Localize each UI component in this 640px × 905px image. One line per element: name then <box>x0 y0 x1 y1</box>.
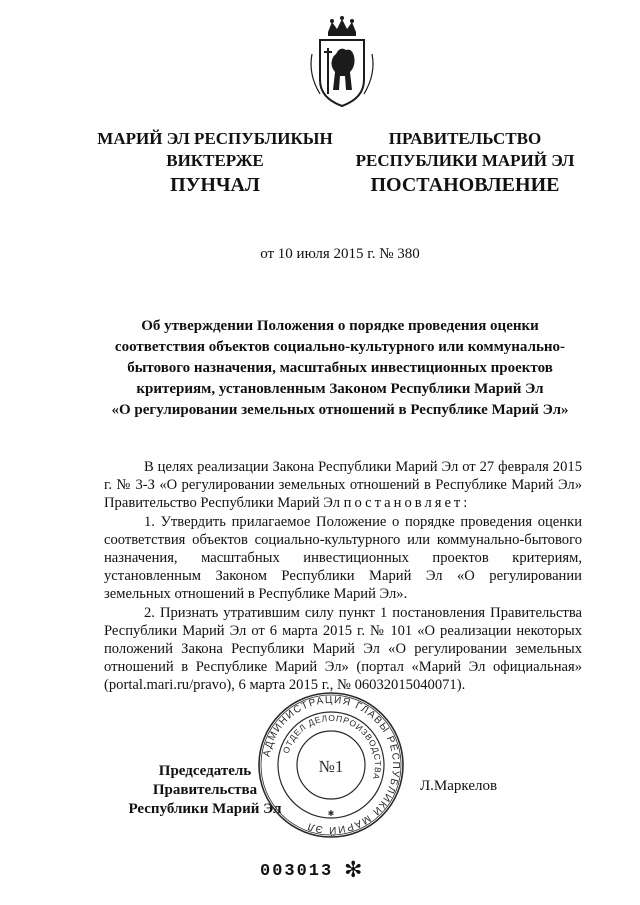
title-line: соответствия объектов социально-культурного или коммунально- <box>114 339 566 355</box>
preamble-decree-word: постановляет: <box>343 495 471 512</box>
title-line: бытового назначения, масштабных инвестиционных проектов <box>127 360 553 376</box>
header-left-line1: МАРИЙ ЭЛ РЕСПУБЛИКЫН <box>97 129 333 148</box>
body-paragraph-preamble <box>104 458 582 513</box>
title-line: критериям, установленным Законом Республики Марий Эл <box>136 381 544 397</box>
stamp-number: №1 <box>318 757 344 776</box>
preamble-text: В целях реализации Закона Республики Марий Эл от 27 февраля 2015 г. № 3-З «О регулировании земельных отношений в Республике Марий Эл» Правительство Республики Марий Эл <box>104 459 582 512</box>
doc-type-mari: ПУНЧАЛ <box>170 174 260 196</box>
body-paragraph-item-2: 2. Признать утратившим силу пункт 1 постановления Правительства Республики Марий Эл от 6 марта 2015 г. № 101 «О реализации некоторых положений Закона Республики Марий Эл «О регулировании земельных отношений в Республике Марий Эл» (портал «Марий Эл официальная» (portal.mari.ru/pravo), 6 марта 2015 г., № 06032015040071). <box>104 604 582 694</box>
signatory-name: Л.Маркелов <box>420 778 498 794</box>
header-left-org <box>90 128 340 172</box>
stamp-outer-text: АДМИНИСТРАЦИЯ ГЛАВЫ РЕСПУБЛИКИ МАРИЙ ЭЛ <box>261 694 402 836</box>
serial-star-mark: ✻ <box>344 858 363 883</box>
official-stamp <box>256 690 406 840</box>
doc-type-russian: ПОСТАНОВЛЕНИЕ <box>370 174 560 196</box>
header-left-line2: ВИКТЕРЖЕ <box>166 151 264 170</box>
title-line: Об утверждении Положения о порядке проведения оценки <box>141 318 539 334</box>
header-right-line2: РЕСПУБЛИКИ МАРИЙ ЭЛ <box>355 151 575 170</box>
title-line: «О регулировании земельных отношений в Республике Марий Эл» <box>111 402 569 418</box>
coat-of-arms-icon <box>306 14 378 110</box>
document-body <box>104 458 582 695</box>
header-right-org <box>350 128 580 172</box>
signatory-title-line2: Республики Марий Эл <box>128 801 282 817</box>
signatory-title-line1: Председатель Правительства <box>152 763 258 798</box>
document-date-number: от 10 июля 2015 г. № 380 <box>260 246 420 262</box>
document-title <box>90 316 590 421</box>
form-serial-number: 003013 <box>260 862 334 881</box>
svg-text:✱: ✱ <box>327 809 335 818</box>
stamp-inner-text: ОТДЕЛ ДЕЛОПРОИЗВОДСТВА <box>280 712 384 782</box>
body-paragraph-item-1: 1. Утвердить прилагаемое Положение о порядке проведения оценки соответствия объектов социально-культурного или коммунально-бытового назначения, масштабных инвестиционных проектов критериям, установленным Законом Республики Марий Эл «О регулировании земельных отношений в Республике Марий Эл». <box>104 513 582 603</box>
header-right-line1: ПРАВИТЕЛЬСТВО <box>388 129 542 148</box>
